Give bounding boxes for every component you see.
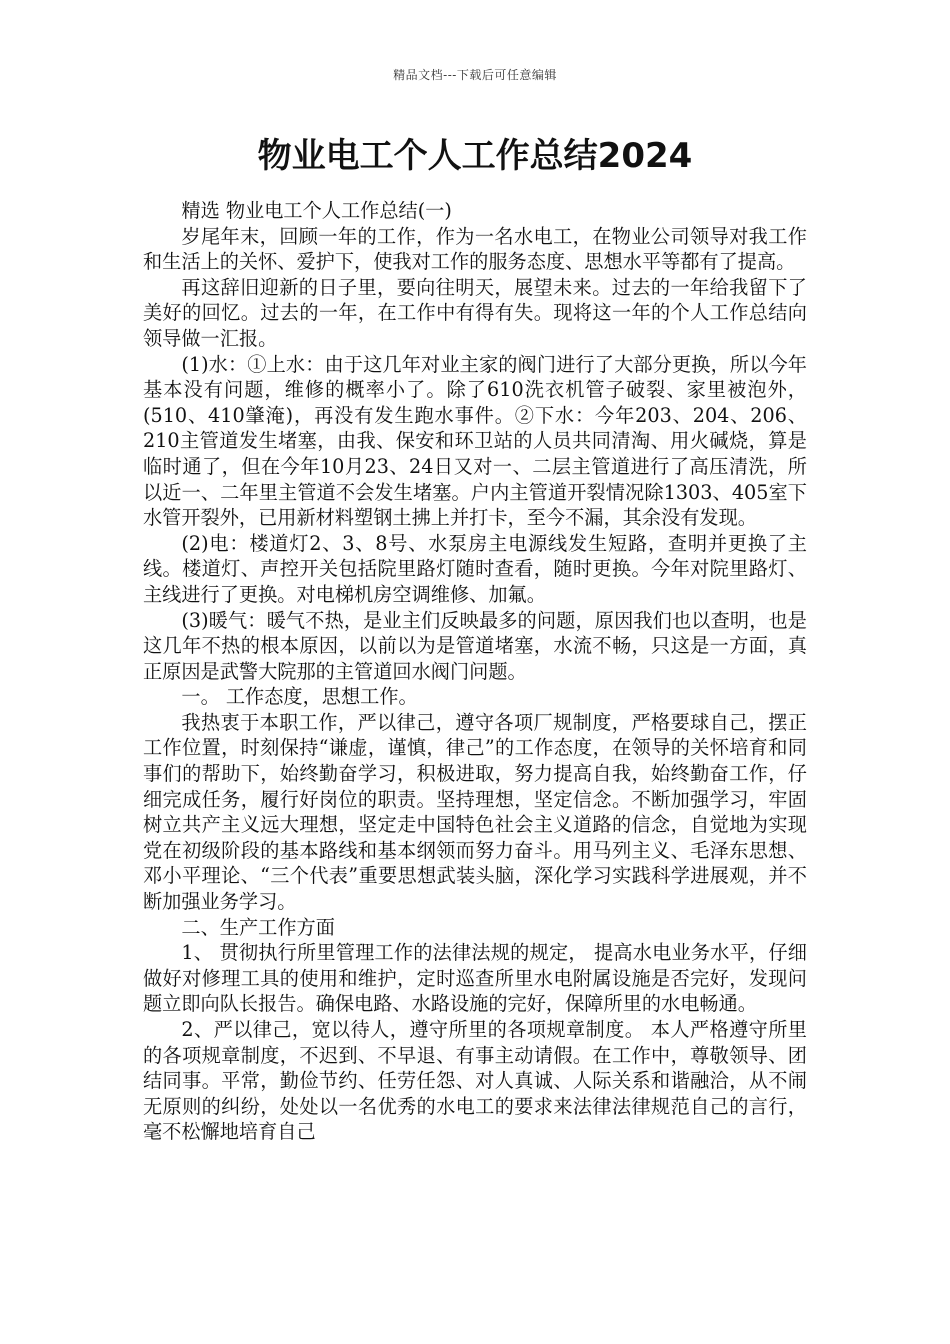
document-body xyxy=(143,198,807,1145)
body-paragraph: 1、 贯彻执行所里管理工作的法律法规的规定， 提高水电业务水平，仔细做好对修理工具的使用和维护，定时巡查所里水电附属设施是否完好，发现问题立即向队长报告。确保电路、水路设施的完好，保障所里的水电畅通。 xyxy=(143,941,807,1016)
section-heading: 精选 物业电工个人工作总结(一) xyxy=(181,199,452,222)
body-paragraph: (1)水：①上水：由于这几年对业主家的阀门进行了大部分更换，所以今年基本没有问题，维修的概率小了。除了610洗衣机管子破裂、家里被泡外，(510、410肇淹)，再没有发生跑水事件。②下水：今年203、204、206、210主管道发生堵塞，由我、保安和环卫站的人员共同清淘、用火碱烧，算是临时通了，但在今年10月23、24日又对一、二层主管道进行了高压清洗，所以近一、二年里主管道不会发生堵塞。户内主管道开裂情况除1303、405室下水管开裂外，已用新材料塑钢土拂上并打卡，至今不漏，其余没有发现。 xyxy=(143,352,807,530)
document-title: 物业电工个人工作总结2024 xyxy=(257,136,693,176)
body-paragraph: 再这辞旧迎新的日子里，要向往明天，展望未来。过去的一年给我留下了美好的回忆。过去的一年，在工作中有得有失。现将这一年的个人工作总结向领导做一汇报。 xyxy=(143,275,807,350)
body-paragraph: (2)电：楼道灯2、3、8号、水泵房主电源线发生短路，查明并更换了主线。楼道灯、声控开关包括院里路灯随时查看，随时更换。今年对院里路灯、主线进行了更换。对电梯机房空调维修、加氟。 xyxy=(143,531,807,606)
body-paragraph: (3)暖气：暖气不热，是业主们反映最多的问题，原因我们也以查明，也是这几年不热的根本原因，以前以为是管道堵塞，水流不畅，只这是一方面，真正原因是武警大院那的主管道回水阀门问题。 xyxy=(143,608,807,683)
body-paragraph: 我热衷于本职工作，严以律己，遵守各项厂规制度，严格要球自己，摆正工作位置，时刻保持“谦虚，谨慎，律己”的工作态度，在领导的关怀培育和同事们的帮助下，始终勤奋学习，积极进取，努力提高自我，始终勤奋工作，仔细完成任务，履行好岗位的职责。坚持理想，坚定信念。不断加强学习，牢固树立共产主义远大理想，坚定走中国特色社会主义道路的信念，自觉地为实现党在初级阶段的基本路线和基本纲领而努力奋斗。用马列主义、毛泽东思想、邓小平理论、“三个代表”重要思想武装头脑，深化学习实践科学进展观，并不断加强业务学习。 xyxy=(143,710,807,914)
header-note: 精品文档---下载后可任意编辑 xyxy=(393,68,557,82)
body-paragraph: 2、严以律己，宽以待人，遵守所里的各项规章制度。 本人严格遵守所里的各项规章制度，不迟到、不早退、有事主动请假。在工作中，尊敬领导、团结同事。平常，勤俭节约、任劳任怨、对人真诚、人际关系和谐融洽，从不闹无原则的纠纷，处处以一名优秀的水电工的要求来法律法律规范自己的言行，毫不松懈地培育自己 xyxy=(143,1018,807,1144)
section-heading: 二、生产工作方面 xyxy=(181,915,335,939)
body-paragraph: 岁尾年末，回顾一年的工作，作为一名水电工，在物业公司领导对我工作和生活上的关怀、爱护下，使我对工作的服务态度、思想水平等都有了提高。 xyxy=(143,224,807,274)
section-heading: 一。 工作态度，思想工作。 xyxy=(181,685,418,709)
